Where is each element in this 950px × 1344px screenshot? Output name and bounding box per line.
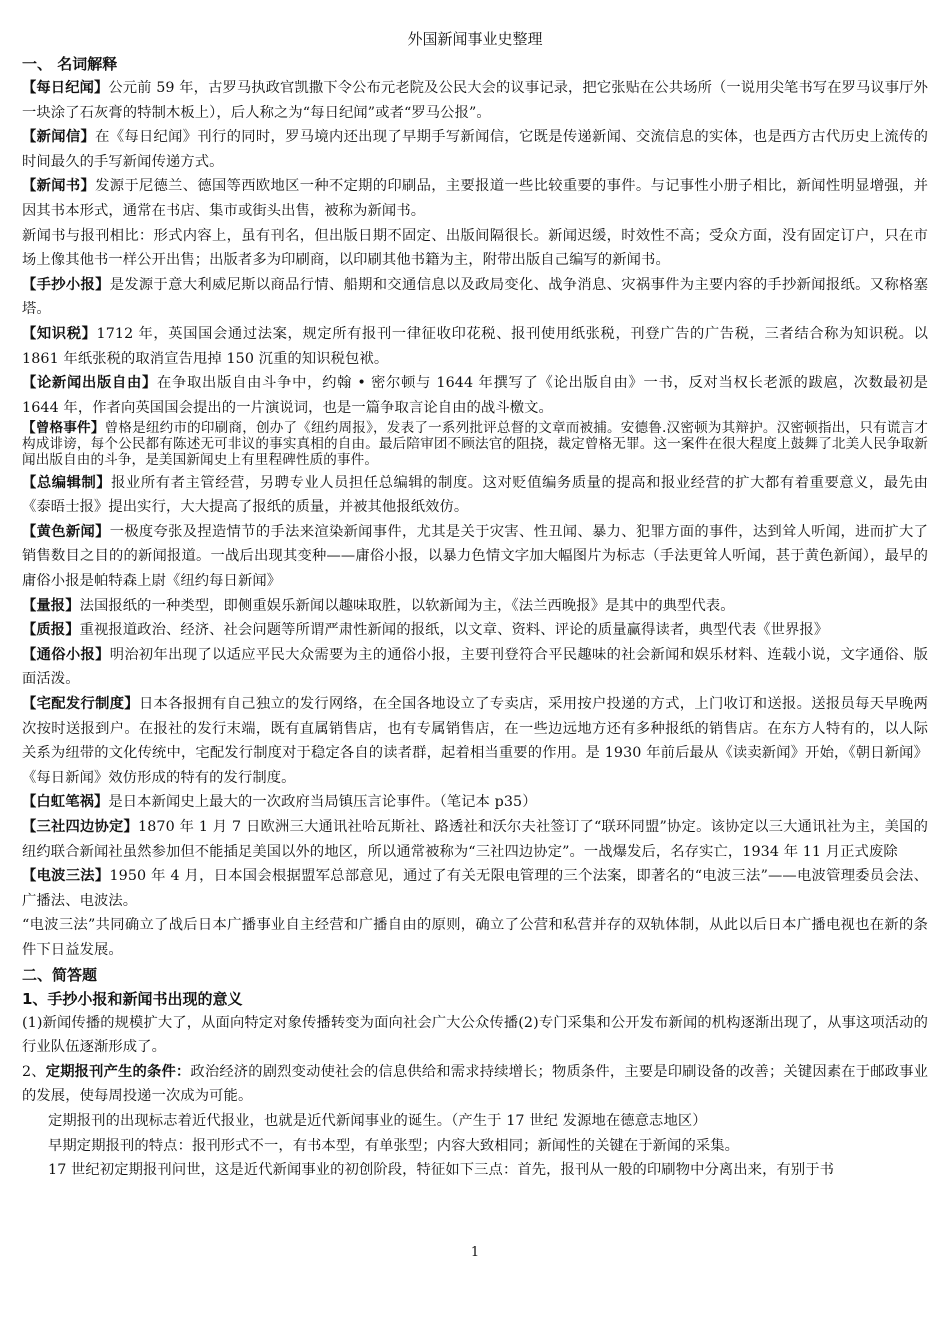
page-number: 1 [470,1245,480,1260]
term-label: 【知识税】 [22,325,97,342]
question-heading: 1、手抄小报和新闻书出现的意义 [22,989,243,1008]
term-label: 【论新闻出版自由】 [22,375,158,392]
term-entry [22,618,928,643]
term-text: 重视报道政治、经济、社会问题等所谓严肃性新闻的报纸，以文章、资料、评论的质量赢得读者，典型代表《世界报》 [79,622,829,639]
answer-paragraph [22,1060,928,1109]
document-page [22,26,928,1183]
term-label: 【质报】 [22,622,80,639]
term-label: 【每日纪闻】 [22,80,109,96]
answer-paragraph: (1)新闻传播的规模扩大了，从面向特定对象传播转变为面向社会广大公众传播(2)专门采集和公开发布新闻的机构逐渐出现了，从事这项活动的行业队伍逐渐形成了。 [22,1014,928,1056]
term-text: 曾格是纽约市的印刷商，创办了《纽约周报》，发表了一系列批评总督的文章而被捕。安德鲁.汉密顿为其辩护。汉密顿指出，只有谎言才构成诽谤，每个公民都有陈述无可非议的事实真相的自由。最后陪审团不顾法官的阻挠，裁定曾格无罪。这一案件在很大程度上鼓舞了北美人民争取新闻出版自由的斗争，是美国新闻史上有里程碑性质的事件。 [22,420,928,468]
term-text: 1712 年，英国国会通过法案，规定所有报刊一律征收印花税、报刊使用纸张税，刊登广告的广告税，三者结合称为知识税。以 1861 年纸张税的取消宣告甩掉 150 沉重的知识税包袱。 [22,325,928,367]
term-label: 【新闻书】 [22,178,96,195]
term-label: 【手抄小报】 [22,276,110,293]
term-label: 【总编辑制】 [22,474,112,491]
term-label: 【电波三法】 [22,868,110,885]
answer-paragraph: 17 世纪初定期报刊问世，这是近代新闻事业的初创阶段，特征如下三点：首先，报刊从一般的印刷物中分离出来，有别于书 [48,1162,835,1179]
term-entry [22,643,928,692]
term-text: 是日本新闻史上最大的一次政府当局镇压言论事件。（笔记本 p35） [108,794,537,811]
section-heading-short-answer: 二、简答题 [22,965,98,984]
term-entry [22,815,928,864]
term-entry [22,471,928,520]
term-entry [22,520,928,594]
term-label: 【白虹笔祸】 [22,794,109,811]
term-label: 【曾格事件】 [22,420,105,437]
term-entry [22,421,928,468]
term-text: 日本各报拥有自己独立的发行网络，在全国各地设立了专卖店，采用按户投递的方式，上门收订和送报。送报员每天早晚两次按时送报到户。在报社的发行末端，既有直属销售店，也有专属销售店，在一些边远地方还有多种报纸的销售店。在东方人特有的，以人际关系为纽带的文化传统中，宅配发行制度对于稳定各自的读者群，起着相当重要的作用。是 1930 年前后最从《读卖新闻》开始，《朝日新闻》《每日新闻》效仿形成的特有的发行制度。 [22,696,928,786]
term-entry [22,273,928,322]
body-paragraph: 新闻书与报刊相比：形式内容上，虽有刊名，但出版日期不固定、出版间隔很长。新闻迟缓，时效性不高；受众方面，没有固定订户，只在市场上像其他书一样公开出售；出版者多为印刷商，以印刷其他书籍为主，附带出版自己编写的新闻书。 [22,227,928,269]
term-entry [22,864,928,913]
section-heading-terms: 一、 名词解释 [22,55,118,73]
term-text: 报业所有者主管经营，另聘专业人员担任总编辑的制度。这对贬值编务质量的提高和报业经营的扩大都有着重要意义，最先由《泰晤士报》提出实行，大大提高了报纸的质量，并被其他报纸效仿。 [22,474,928,516]
term-text: 在争取出版自由斗争中，约翰 • 密尔顿与 1644 年撰写了《论出版自由》一书，反对当权长老派的跋扈，次数最初是 1644 年，作者向英国国会提出的一片演说词，也是一篇争取言论自由的战斗檄文。 [22,375,928,416]
term-entry [22,76,928,125]
term-text: 一极度夸张及捏造情节的手法来渲染新闻事件，尤其是关于灾害、性丑闻、暴力、犯罪方面的事件，达到耸人听闻，进而扩大了销售数目之目的的新闻报道。一战后出现其变种——庸俗小报，以暴力色情文字加大幅图片为标志（手法更耸人听闻，甚于黄色新闻），最早的庸俗小报是帕特森上尉《纽约每日新闻》 [22,523,928,590]
term-text: 是发源于意大利威尼斯以商品行情、船期和交通信息以及政局变化、战争消息、灾祸事件为主要内容的手抄新闻报纸。又称格塞塔。 [22,276,928,318]
question-number: 2、 [22,1063,46,1080]
term-label: 【新闻信】 [22,129,96,146]
answer-text: 政治经济的剧烈变动使社会的信息供给和需求持续增长；物质条件，主要是印刷设备的改善；关键因素在于邮政事业的发展，使每周投递一次成为可能。 [22,1063,929,1105]
question-heading-inline: 定期报刊产生的条件： [45,1063,191,1080]
body-paragraph: “电波三法”共同确立了战后日本广播事业自主经营和广播自由的原则，确立了公营和私营并存的双轨体制，从此以后日本广播电视也在新的条件下日益发展。 [22,917,928,958]
term-label: 【宅配发行制度】 [22,696,139,713]
answer-paragraph: 早期定期报刊的特点：报刊形式不一，有书本型，有单张型；内容大致相同；新闻性的关键在于新闻的采集。 [48,1137,740,1154]
answer-paragraph: 定期报刊的出现标志着近代报业，也就是近代新闻事业的诞生。（产生于 17 世纪 发源地在德意志地区） [48,1112,707,1129]
term-text: 公元前 59 年，古罗马执政官凯撒下令公布元老院及公民大会的议事记录，把它张贴在公共场所（一说用尖笔书写在罗马议事厅外一块涂了石灰膏的特制木板上），后人称之为“每日纪闻”或者“罗马公报”。 [22,80,928,121]
term-label: 【三社四边协定】 [22,819,139,836]
term-text: 在《每日纪闻》刊行的同时，罗马境内还出现了早期手写新闻信，它既是传递新闻、交流信息的实体，也是西方古代历史上流传的时间最久的手写新闻传递方式。 [22,129,929,170]
term-entry [22,174,928,223]
term-text: 发源于尼德兰、德国等西欧地区一种不定期的印刷品，主要报道一些比较重要的事件。与记事性小册子相比，新闻性明显增强，并因其书本形式，通常在书店、集市或街头出售，被称为新闻书。 [22,178,929,219]
term-text: 1950 年 4 月，日本国会根据盟军总部意见，通过了有关无限电管理的三个法案，即著名的“电波三法”——电波管理委员会法、广播法、电波法。 [22,868,928,909]
term-label: 【量报】 [22,597,80,614]
term-text: 法国报纸的一种类型，即侧重娱乐新闻以趣味取胜，以软新闻为主，《法兰西晚报》是其中的典型代表。 [79,597,735,614]
term-label: 【通俗小报】 [22,646,110,663]
term-entry [22,790,928,815]
term-text: 1870 年 1 月 7 日欧洲三大通讯社哈瓦斯社、路透社和沃尔夫社签订了“联环同盟”协定。该协定以三大通讯社为主，美国的纽约联合新闻社虽然参加但不能插足美国以外的地区，所以通常被称为“三社四边协定”。一战爆发后，名存实亡，1934 年 11 月正式废除 [22,819,928,860]
term-label: 【黄色新闻】 [22,523,110,540]
term-entry [22,322,928,371]
term-entry [22,125,928,174]
document-title: 外国新闻事业史整理 [407,30,543,48]
term-text: 明治初年出现了以适应平民大众需要为主的通俗小报，主要刊登符合平民趣味的社会新闻和娱乐材料、连载小说，文字通俗、版面活泼。 [22,646,928,688]
term-entry [22,371,928,420]
term-entry [22,692,928,790]
term-entry [22,594,928,619]
